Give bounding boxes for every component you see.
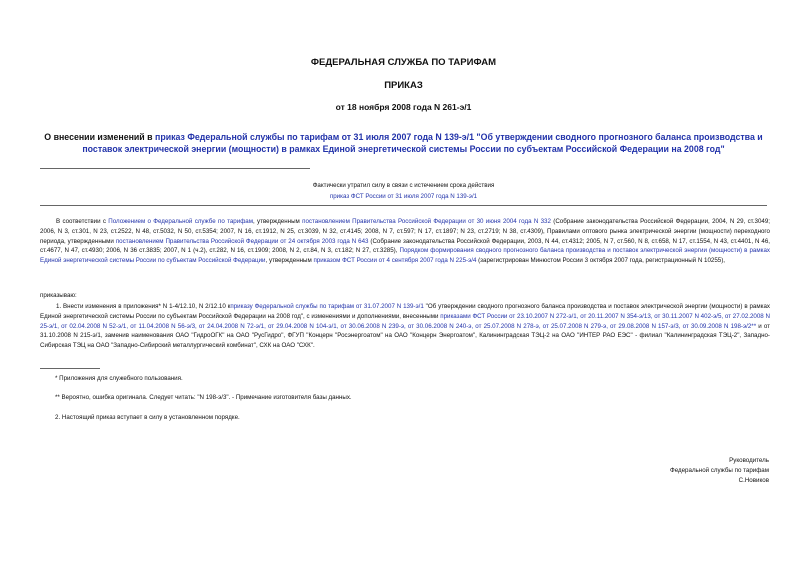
footnote-separator [40,368,100,369]
preamble-paragraph [40,217,770,266]
title-link[interactable]: приказ Федеральной службы по тарифам от 31 июля 2007 года N 139-э/1 "Об утверждении сводного прогнозного баланса производства и поставок электрической энергии (мощности) в рамках Единой энергетической системы России по субъектам Российской Федерации на 2008 год" [82,132,763,154]
footnote-1: * Приложения для служебного пользования. [55,375,183,382]
status-line: Фактически утратил силу в связи с истечением срока действия [312,182,495,189]
signature-role: Руководитель [729,457,769,464]
date-number: от 18 ноября 2008 года N 261-э/1 [335,102,472,112]
preamble-link-4[interactable]: Порядком формирования сводного прогнозного баланса производства и поставок электрической энергии (мощности) в рамках Единой энергетической системы России по субъектам Российской Федерации [40,247,770,265]
item1-text-1: 1. Внести изменения в приложения* N 1-4/12.10, N 2/12.10 к [56,303,231,310]
preamble-link-5[interactable]: приказом ФСТ России от 4 сентября 2007 года N 225-э/4 [313,257,477,265]
document-title [40,131,767,155]
preamble-text-6: (зарегистрирован Минюстом России 3 октября 2007 года, регистрационный N 10255), [476,257,726,265]
title-prefix: О внесении изменений в [44,132,156,142]
status-link[interactable]: приказ ФСТ России от 31 июля 2007 года N 139-э/1 [329,193,478,200]
preamble-link-2[interactable]: постановлением Правительства Российской Федерации от 30 июня 2004 года N 332 [302,218,551,225]
item1-link-1[interactable]: приказу Федеральной службы по тарифам от 31.07.2007 N 139-э/1 [230,303,424,310]
item1-link-2[interactable]: приказами ФСТ России от 23.10.2007 N 272-э/1, от 20.11.2007 N 354-э/13, от 30.11.2007 N 402-э/5, от 27.02.2008 N 25-э/1, от 02.04.2008 N 52-э/1, от 11.04.2008 N 56-э/3, от 24.04.2008 N 72-э/1, от 29.04.2008 N 104-э/1, от 30.06.2008 N 239-э, от 30.06.2008 N 240-э, от 25.07.2008 N 278-э, от 25.07.2008 N 279-э, от 29.08.2008 N 157-э/3, от 30.09.2008 N 198-э/2** [40,312,770,330]
agency-heading: ФЕДЕРАЛЬНАЯ СЛУЖБА ПО ТАРИФАМ [310,57,497,68]
item1-text-3: и от 31.10.2008 N 215-э/1, заменив наименования ОАО "ГидроОГК" на ОАО "РусГидро", ФГУП "Концерн "Росэнергоатом" на ОАО "Концерн Энергоатом", Калининградская ТЭЦ-2 на ОАО "ИНТЕР РАО ЕЭС" - филиал "Калининградская ТЭЦ-2", Западно-Сибирская ТЭЦ на ОАО "Западно-Сибирский металлургический комбинат", СХК на ОАО "СХК". [40,322,770,350]
item-2: 2. Настоящий приказ вступает в силу в установленном порядке. [55,414,240,421]
item-1-paragraph [40,302,770,351]
separator-long [40,205,767,206]
signature-name: С.Новиков [738,477,769,484]
preamble-link-3[interactable]: постановлением Правительства Российской Федерации от 24 октября 2003 года N 643 [115,237,369,245]
preamble-text-3: (Собрание законодательства Российской Федерации, 2004, N 29, ст.3049; 2006, N 3, ст.301, N 23, ст.2522, N 48, ст.5032, N 50, ст.5354; 2007, N 16, ст.1912, N 25, ст.3039, N 32, ст.4145; 2008, N 7, ст.597; N 17, ст.1897; N 23, ст.2719; N 38, ст.4309), Правилами оптового рынка электрической энергии (мощности) переходного периода, утвержденными [40,218,771,245]
doc-type-heading: ПРИКАЗ [384,80,423,91]
separator-short [40,168,310,169]
signature-agency: Федеральной службы по тарифам [670,467,769,474]
preamble-text-5: , утвержденным [265,257,314,265]
preamble-text-2: , утвержденным [253,218,303,225]
footnote-2: ** Вероятно, ошибка оригинала. Следует читать: "N 198-э/3". - Примечание изготовителя базы данных. [55,394,352,401]
preamble-text-4: (Собрание законодательства Российской Федерации, 2003, N 44, ст.4312; 2005, N 7, ст.560, N 8, ст.658, N 17, ст.1554, N 43, ст.4401, N 46, ст.4677, N 47, ст.4930; 2006, N 36 ст.3835; 2007, N 1 (ч.2), ст.282, N 16, ст.1909; 2008, N 2, ст.84, N 3, ст.182; N 27, ст.3285), [40,237,770,255]
preamble-link-1[interactable]: Положением о Федеральной службе по тарифам [108,218,253,225]
item1-text-2: "Об утверждении сводного прогнозного баланса производства и поставок электрической энергии (мощности) в рамках Единой энергетической системы России по субъектам Российской Федерации на 2008 год", с изменениями и дополнениями, внесенными [40,303,770,320]
preamble-text-1: В соответствии с [56,218,109,225]
order-word: приказываю: [40,292,77,299]
